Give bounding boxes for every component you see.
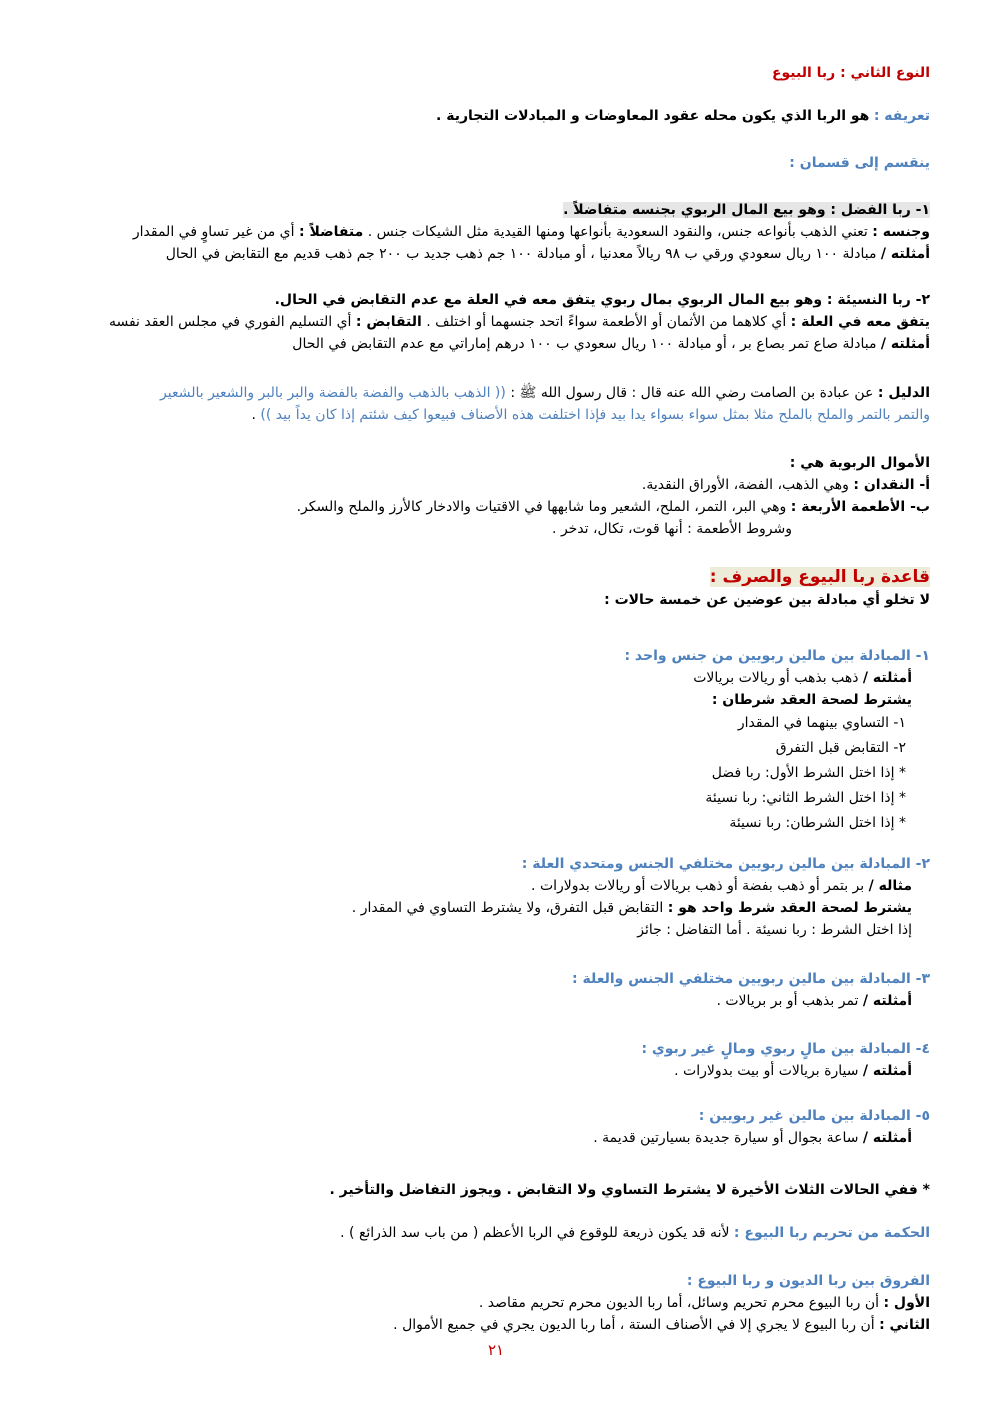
case3-heading: ٣- المبادلة بين مالين ربويين مختلفي الجنس والعلة :	[572, 971, 930, 987]
case1-heading: ١- المبادلة بين مالين ربويين من جنس واحد :	[624, 648, 930, 664]
definition-text: هو الربا الذي يكون محله عقود المعاوضات و المبادلات التجارية .	[436, 108, 870, 124]
rule-section	[60, 566, 930, 611]
ribawi-a-text: وهي الذهب، الفضة، الأوراق النقدية.	[641, 477, 849, 493]
divides-heading: ينقسم إلى قسمان :	[789, 155, 930, 171]
wisdom-text: لأنه قد يكون ذريعة للوقوع في الربا الأعظم ( من باب سد الذرائع ) .	[340, 1225, 730, 1241]
case1-cond-1: ١- التساوي بينهما في المقدار	[737, 715, 906, 731]
case1-note-2: * إذا اختل الشرط الثاني: ربا نسيئة	[705, 790, 906, 806]
evidence-section	[60, 382, 930, 426]
case5-example-label: أمثلته /	[862, 1130, 912, 1146]
nasia-example-label: أمثلته /	[880, 336, 930, 352]
case1-cond-2: ٢- التقابض قبل التفرق	[775, 740, 906, 756]
ribawi-b-label: ب- الأطعمة الأربعة :	[790, 499, 930, 515]
nasia-taqabud-label: التقابض :	[355, 314, 422, 330]
nasia-example-text: مبادلة صاع تمر بصاع بر ، أو مبادلة ١٠٠ ريال سعودي ب ١٠٠ درهم إماراتي مع عدم التقابض في الحال	[292, 336, 877, 352]
case1-note-3: * إذا اختل الشرطان: ربا نسيئة	[729, 815, 906, 831]
case1-note-1: * إذا اختل الشرط الأول: ربا فضل	[711, 765, 906, 781]
case3-example-text: تمر بذهب أو بر بريالات .	[716, 993, 859, 1009]
wisdom-label: الحكمة من تحريم ربا البيوع :	[733, 1225, 930, 1241]
nasia-heading: ٢- ربا النسيئة : وهو بيع المال الربوي بمال ربوي يتفق معه في العلة مع عدم التقابض في الحال.	[274, 292, 930, 308]
case2-example-text: بر بتمر أو ذهب بفضة أو ذهب بريالات أو ريالات بدولارات .	[531, 878, 865, 894]
difference-second-label: الثاني :	[879, 1317, 930, 1333]
ribawi-a-label: أ- النقدان :	[853, 477, 930, 493]
ribawi-section	[60, 452, 930, 540]
fadl-example-label: أمثلته /	[880, 246, 930, 262]
case2-heading: ٢- المبادلة بين مالين ربويين مختلفي الجنس ومتحدي العلة :	[521, 856, 930, 872]
difference-second-text: أن ربا البيوع لا يجري إلا في الأصناف الستة ، أما ربا الديون يجري في جميع الأموال .	[393, 1317, 875, 1333]
case1-example-text: ذهب بذهب أو ريالات بريالات	[693, 670, 859, 686]
ribawi-heading: الأموال الربوية هي :	[789, 455, 930, 471]
case2-section	[60, 853, 930, 941]
evidence-intro: عن عبادة بن الصامت رضي الله عنه قال : قال رسول الله ﷺ :	[510, 385, 874, 401]
nasia-taqabud-text: أي التسليم الفوري في مجلس العقد نفسه	[108, 314, 352, 330]
case4-section	[60, 1038, 930, 1082]
case1-section	[60, 645, 930, 836]
differences-section	[60, 1270, 930, 1336]
fadl-heading: ١- ربا الفضل : وهو بيع المال الربوي بجنسه متفاضلاً .	[563, 202, 930, 218]
case5-example-text: ساعة بجوال أو سيارة جديدة بسيارتين قديمة .	[593, 1130, 859, 1146]
case2-cond-text: التقابض قبل التفرق، ولا يشترط التساوي في المقدار .	[351, 900, 664, 916]
section-title: النوع الثاني : ربا البيوع	[771, 65, 930, 81]
differences-heading: الفروق بين ربا الديون و ربا البيوع :	[686, 1273, 930, 1289]
case4-example-text: سيارة بريالات أو بيت بدولارات .	[674, 1063, 859, 1079]
nasia-illa-text: أي كلاهما من الأثمان أو الأطعمة سواءً اتحد جنسهما أو اختلف .	[426, 314, 787, 330]
case5-heading: ٥- المبادلة بين مالين غير ربويين :	[698, 1108, 930, 1124]
hadith-line-2: والتمر بالتمر والملح بالملح مثلا بمثل سواء بسواء يدا بيد فإذا اختلفت هذه الأصناف فبيعوا كيف شئتم إذا كان يداً بيد ))	[260, 407, 930, 423]
fadl-tafadul-text: أي من غير تساوٍ في المقدار	[132, 224, 295, 240]
definition-label: تعريفه :	[873, 108, 930, 124]
case5-section	[60, 1105, 930, 1149]
page-number: ٢١	[487, 1341, 505, 1359]
ribawi-b-text: وهي البر، التمر، الملح، الشعير وما شابهها في الاقتيات والادخار كالأرز والملح والسكر.	[296, 499, 787, 515]
ribawi-conditions: وشروط الأطعمة : أنها قوت، تكال، تدخر .	[552, 521, 792, 537]
case2-example-label: مثاله /	[868, 878, 912, 894]
last-three-note: * ففي الحالات الثلاث الأخيرة لا يشترط التساوي ولا التقابض . ويجوز التفاضل والتأخير .	[329, 1182, 930, 1198]
hadith-line-1: (( الذهب بالذهب والفضة بالفضة والبر بالبر والشعير بالشعير	[160, 385, 506, 401]
case2-cond-label: يشترط لصحة العقد شرط واحد هو :	[667, 900, 912, 916]
rule-subtitle: لا تخلو أي مبادلة بين عوضين عن خمسة حالات :	[604, 592, 930, 608]
definition	[60, 105, 930, 127]
case1-example-label: أمثلته /	[862, 670, 912, 686]
fadl-jins-label: وجنسه :	[872, 224, 930, 240]
case4-example-label: أمثلته /	[862, 1063, 912, 1079]
difference-first-label: الأول :	[883, 1295, 930, 1311]
case2-note: إذا اختل الشرط : ربا نسيئة . أما التفاضل : جائز	[637, 922, 912, 938]
case3-section	[60, 968, 930, 1012]
difference-first-text: أن ربا البيوع محرم تحريم وسائل، أما ربا الديون محرم تحريم مقاصد .	[478, 1295, 879, 1311]
fadl-jins-text: تعني الذهب بأنواعه جنس، والنقود السعودية بأنواعها ومنها القيدية مثل الشيكات جنس .	[367, 224, 868, 240]
evidence-end: .	[251, 407, 256, 423]
nasia-illa-label: يتفق معه في العلة :	[790, 314, 930, 330]
rule-title: قاعدة ربا البيوع والصرف :	[709, 567, 930, 587]
fadl-tafadul-label: متفاضلاً :	[298, 224, 364, 240]
case4-heading: ٤- المبادلة بين مالٍ ربوي ومالٍ غير ربوي :	[641, 1041, 930, 1057]
wisdom	[60, 1222, 930, 1244]
case3-example-label: أمثلته /	[862, 993, 912, 1009]
fadl-section	[60, 199, 930, 265]
evidence-label: الدليل :	[877, 385, 930, 401]
case1-cond-title: يشترط لصحة العقد شرطان :	[711, 692, 912, 708]
nasia-section	[60, 289, 930, 355]
fadl-example-text: مبادلة ١٠٠ ريال سعودي ورقي ب ٩٨ ريالاً معدنيا ، أو مبادلة ١٠٠ جم ذهب جديد ب ٢٠٠ جم ذهب قديم مع التقابض في الحال	[165, 246, 877, 262]
